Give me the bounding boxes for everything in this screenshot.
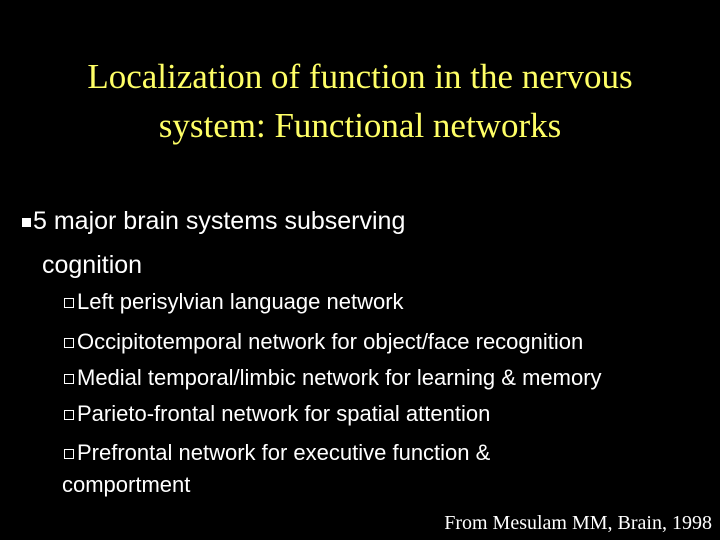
sub-bullet-4 — [64, 402, 490, 426]
sub-bullet-5-continuation — [62, 473, 190, 497]
title-line-1: Localization of function in the nervous — [87, 57, 633, 96]
checkbox-bullet-icon — [64, 338, 74, 348]
square-bullet-icon — [22, 218, 31, 227]
main-bullet-text-line-2: cognition — [42, 251, 143, 279]
checkbox-bullet-icon — [64, 298, 74, 308]
sub-bullet-2 — [64, 330, 583, 354]
checkbox-bullet-icon — [64, 410, 74, 420]
sub-bullet-5-text: Prefrontal network for executive function & — [77, 440, 491, 465]
sub-bullet-5-text-line-2: comportment — [62, 472, 191, 497]
sub-bullet-1-text: Left perisylvian language network — [77, 289, 404, 314]
main-bullet-text-line-1: 5 major brain systems subserving — [33, 207, 406, 235]
sub-bullet-4-text: Parieto-frontal network for spatial attention — [77, 401, 491, 426]
title-line-2: system: Functional networks — [158, 106, 562, 145]
main-bullet-continuation — [42, 252, 142, 279]
checkbox-bullet-icon — [64, 449, 74, 459]
sub-bullet-1 — [64, 290, 404, 314]
checkbox-bullet-icon — [64, 374, 74, 384]
sub-bullet-2-text: Occipitotemporal network for object/face recognition — [77, 329, 584, 354]
main-bullet — [22, 208, 405, 235]
sub-bullet-3-text: Medial temporal/limbic network for learning & memory — [77, 365, 602, 390]
sub-bullet-5 — [64, 441, 490, 465]
sub-bullet-3 — [64, 366, 602, 390]
citation: From Mesulam MM, Brain, 1998 — [444, 512, 712, 534]
